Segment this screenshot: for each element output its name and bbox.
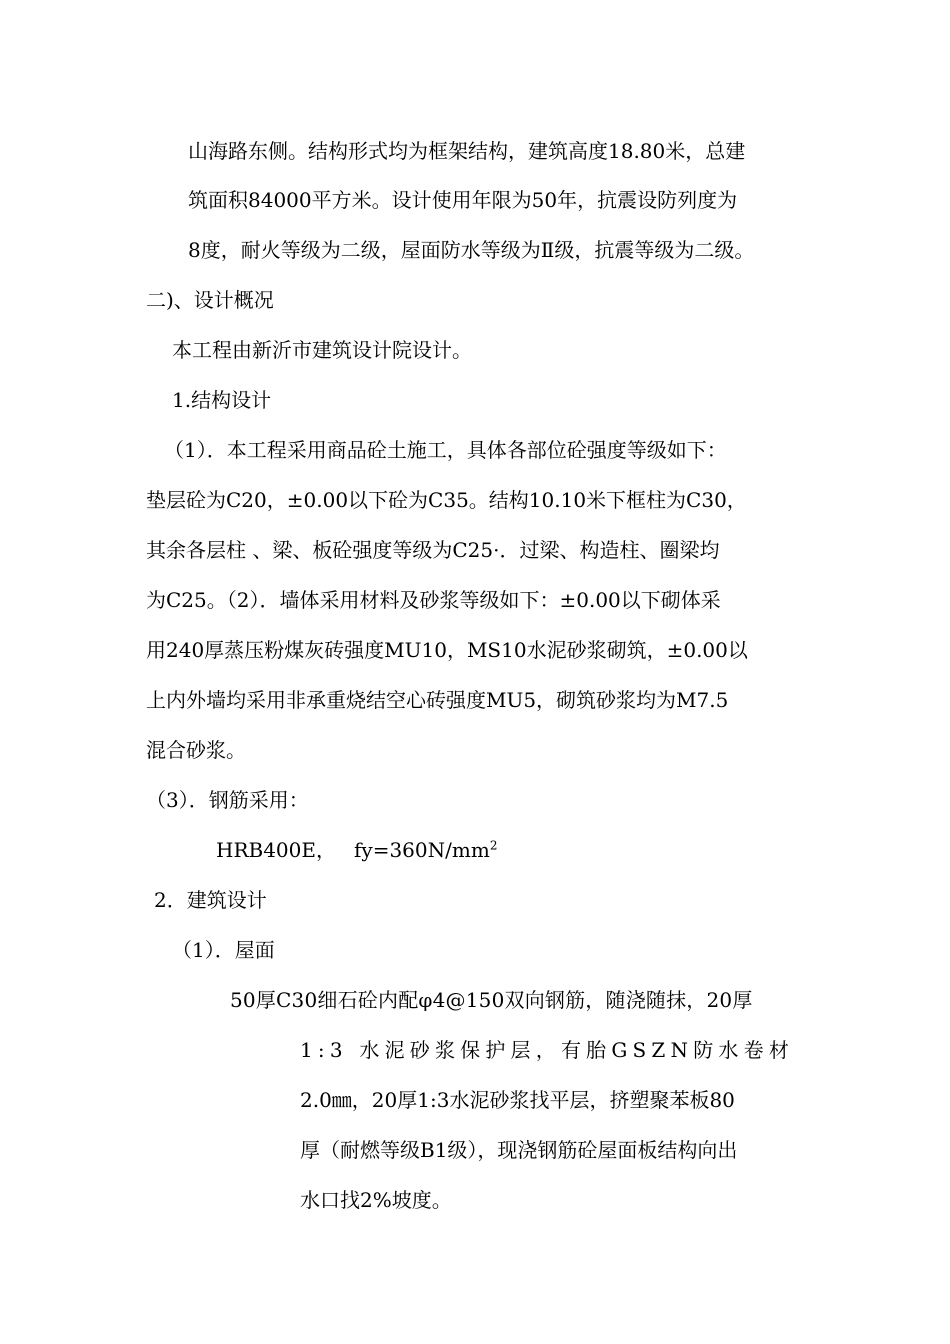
paragraph-line: 8度，耐火等级为二级，屋面防水等级为Ⅱ级，抗震等级为二级。: [188, 238, 755, 262]
paragraph-line: 上内外墙均采用非承重烧结空心砖强度MU5，砌筑砂浆均为M7.5: [146, 688, 729, 712]
paragraph-line: 垫层砼为C20，±0.00以下砼为C35。结构10.10米下框柱为C30，: [146, 488, 747, 512]
subsection-heading: 2．建筑设计: [154, 888, 267, 912]
paragraph-line: （3）．钢筋采用：: [146, 788, 309, 812]
section-heading: 二)、设计概况: [146, 288, 274, 312]
paragraph-line: 1:3 水泥砂浆保护层，有胎GSZN防水卷材: [300, 1038, 795, 1062]
rebar-strength: [354, 836, 497, 864]
paragraph-line: 2.0㎜，20厚1:3水泥砂浆找平层，挤塑聚苯板80: [300, 1088, 735, 1112]
paragraph-line: 山海路东侧。结构形式均为框架结构，建筑高度18.80米，总建: [188, 139, 746, 163]
paragraph-line: 其余各层柱 、梁、板砼强度等级为C25·．过梁、构造柱、圈梁均: [146, 538, 720, 562]
paragraph-line: 混合砂浆。: [146, 738, 246, 762]
paragraph-line: 为C25。（2）．墙体采用材料及砂浆等级如下：±0.00以下砌体采: [146, 588, 721, 612]
subsection-heading: （1）．屋面: [172, 938, 275, 962]
superscript: 2: [489, 838, 498, 853]
paragraph-line: 50厚C30细石砼内配φ4@150双向钢筋，随浇随抹，20厚: [230, 988, 753, 1012]
paragraph-line: 用240厚蒸压粉煤灰砖强度MU10，MS10水泥砂浆砌筑，±0.00以: [146, 638, 748, 662]
paragraph-line: （1）．本工程采用商品砼土施工，具体各部位砼强度等级如下：: [164, 438, 727, 462]
subsection-heading: 1.结构设计: [172, 388, 272, 412]
rebar-grade: HRB400E，: [216, 838, 336, 862]
paragraph-line: 筑面积84000平方米。设计使用年限为50年，抗震设防列度为: [188, 188, 738, 212]
paragraph-line: 水口找2%坡度。: [300, 1188, 452, 1212]
paragraph-line: 厚（耐燃等级B1级），现浇钢筋砼屋面板结构向出: [300, 1138, 738, 1162]
rebar-strength-value: fy=360N/mm: [354, 838, 490, 862]
paragraph-line: 本工程由新沂市建筑设计院设计。: [172, 338, 472, 362]
